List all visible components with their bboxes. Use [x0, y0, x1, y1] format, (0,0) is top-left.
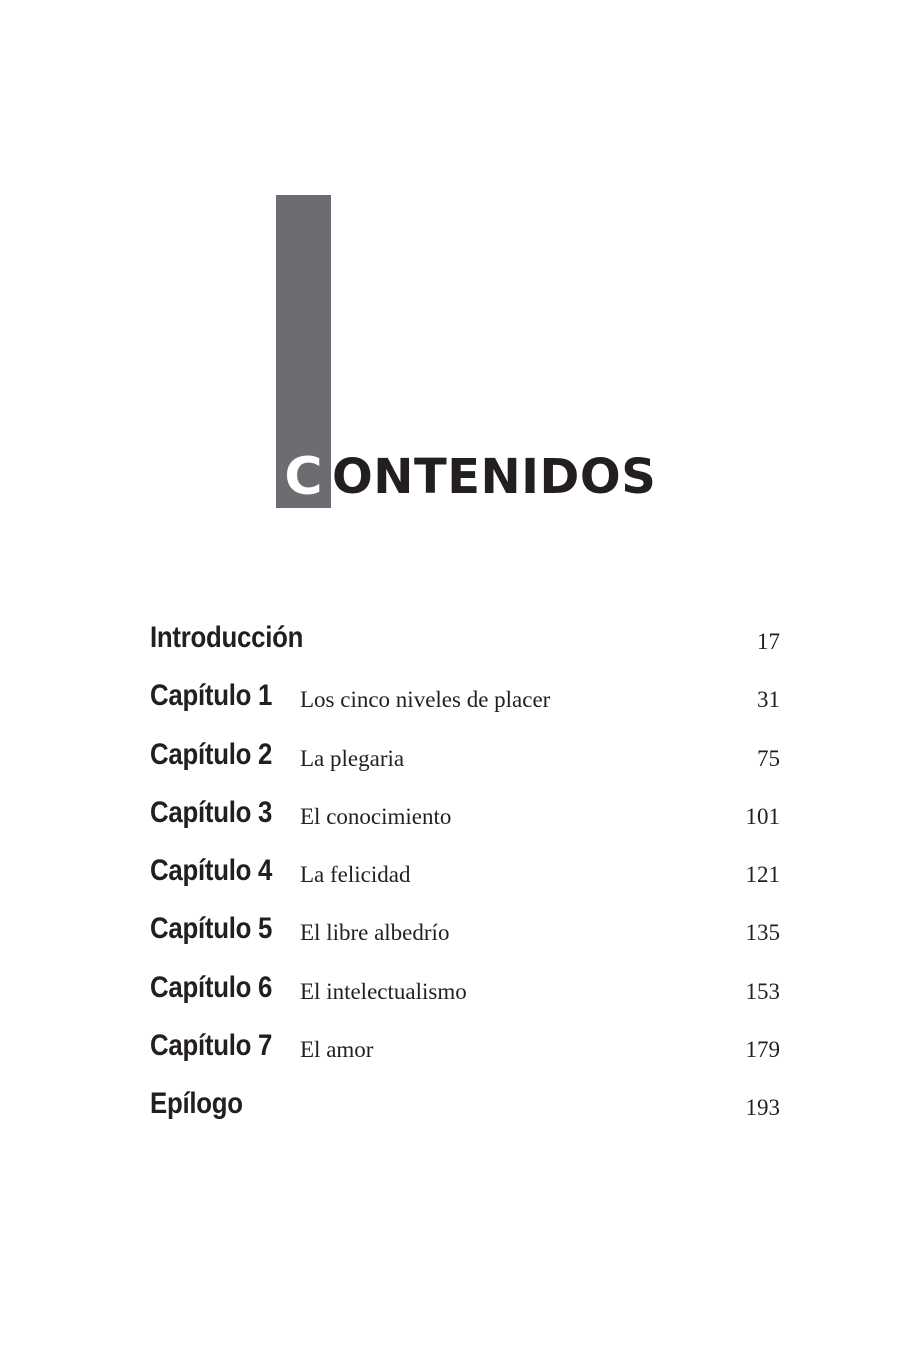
toc-entry-label: Capítulo 1: [150, 679, 273, 713]
toc-entry-chapter-1: [150, 668, 780, 726]
toc-entry-chapter-7: [150, 1018, 780, 1076]
toc-entry-chapter-5: [150, 901, 780, 959]
toc-entry-chapter-4: [150, 843, 780, 901]
toc-entry-chapter-6: [150, 960, 780, 1018]
toc-entry-label: Capítulo 4: [150, 854, 273, 888]
toc-entry-label: Capítulo 7: [150, 1029, 273, 1063]
toc-entry-page-number: 17: [757, 629, 780, 654]
toc-entry-page-number: 75: [757, 745, 780, 771]
toc-entry-page-number: 179: [745, 1037, 780, 1063]
toc-entry-page-number: 121: [745, 862, 780, 888]
toc-entry-page-number: 193: [745, 1095, 780, 1121]
title-text: ONTENIDOS: [332, 449, 657, 505]
toc-entry-page-number: 135: [745, 920, 780, 946]
table-of-contents: [150, 610, 780, 1135]
title-initial-letter: C: [284, 447, 323, 507]
toc-entry-title: El conocimiento: [300, 803, 452, 829]
toc-entry-label: Epílogo: [150, 1087, 243, 1121]
toc-entry-title: El libre albedrío: [300, 920, 450, 946]
toc-entry-introduction: [150, 610, 780, 668]
toc-entry-chapter-3: [150, 785, 780, 843]
toc-entry-epilogue: [150, 1076, 780, 1134]
toc-entry-title: El amor: [300, 1037, 374, 1063]
toc-entry-chapter-2: [150, 727, 780, 785]
toc-entry-title: La felicidad: [300, 862, 411, 888]
toc-entry-page-number: 101: [745, 803, 780, 829]
toc-entry-title: El intelectualismo: [300, 978, 467, 1004]
toc-entry-page-number: 31: [757, 687, 780, 713]
toc-entry-label: Capítulo 3: [150, 795, 273, 829]
toc-entry-label: Introducción: [150, 621, 304, 654]
toc-entry-label: Capítulo 2: [150, 737, 273, 771]
toc-entry-title: Los cinco niveles de placer: [300, 687, 551, 713]
toc-entry-label: Capítulo 5: [150, 912, 273, 946]
toc-entry-page-number: 153: [745, 978, 780, 1004]
toc-entry-title: La plegaria: [300, 745, 405, 771]
toc-entry-label: Capítulo 6: [150, 970, 273, 1004]
